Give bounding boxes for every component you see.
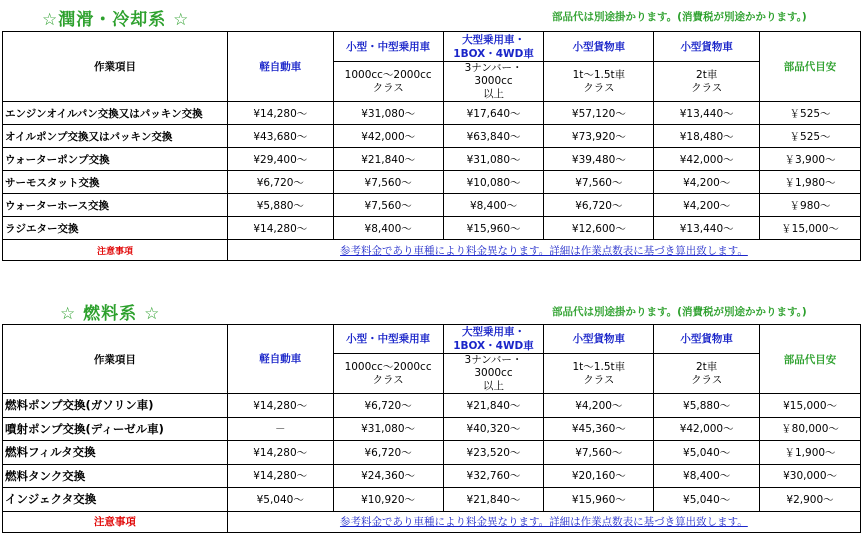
- parts-price-cell: ￥980～: [760, 194, 861, 217]
- section-note-fuel: 部品代は別途掛かります。(消費税が別途かかります。): [552, 306, 807, 318]
- work-item-cell: インジェクタ交換: [3, 488, 228, 512]
- price-cell: ¥13,440～: [654, 102, 760, 125]
- work-item-cell: サーモスタット交換: [3, 171, 228, 194]
- price-cell: ¥14,280～: [227, 441, 333, 465]
- price-cell: ¥13,440～: [654, 217, 760, 240]
- header-large-sub: 3ナンバー・3000cc 以上: [443, 62, 544, 102]
- price-cell: ¥23,520～: [443, 441, 544, 465]
- header-large-sub: 3ナンバー・3000cc 以上: [443, 354, 544, 394]
- header-cargo1: 小型貨物車: [544, 325, 654, 354]
- table-row: [3, 441, 861, 465]
- header-parts: 部品代目安: [760, 32, 861, 102]
- price-cell: ¥39,480～: [544, 148, 654, 171]
- price-cell: ¥42,000～: [654, 148, 760, 171]
- header-parts: 部品代目安: [760, 325, 861, 394]
- price-cell: ¥10,920～: [333, 488, 443, 512]
- work-item-cell: 燃料フィルタ交換: [3, 441, 228, 465]
- parts-price-cell: ¥15,000～: [760, 394, 861, 418]
- price-cell: ¥15,960～: [443, 217, 544, 240]
- header-kei: 軽自動車: [227, 325, 333, 394]
- table-row: [3, 102, 861, 125]
- table-row: [3, 464, 861, 488]
- price-cell: ¥14,280～: [227, 217, 333, 240]
- footer-reference-link[interactable]: 参考料金であり車種により料金異なります。詳細は作業点数表に基づき算出致します。: [227, 511, 860, 532]
- footer-note-label: 注意事項: [3, 511, 228, 532]
- table-row: [3, 148, 861, 171]
- price-table-fuel: [2, 324, 861, 533]
- section-note-cooling: 部品代は別途掛かります。(消費税が別途かかります。): [552, 11, 807, 23]
- price-cell: ¥6,720～: [227, 171, 333, 194]
- section-title-fuel: ☆ 燃料系 ☆: [60, 304, 161, 324]
- price-cell: ¥20,160～: [544, 464, 654, 488]
- table-row: [3, 417, 861, 441]
- work-item-cell: 噴射ポンプ交換(ディーゼル車): [3, 417, 228, 441]
- price-cell: ¥6,720～: [333, 441, 443, 465]
- price-cell: ¥40,320～: [443, 417, 544, 441]
- price-cell: ¥24,360～: [333, 464, 443, 488]
- parts-price-cell: ￥525～: [760, 102, 861, 125]
- header-cargo2-sub: 2t車 クラス: [654, 62, 760, 102]
- price-cell: ¥7,560～: [333, 194, 443, 217]
- price-cell: ¥5,040～: [654, 441, 760, 465]
- header-cargo1: 小型貨物車: [544, 32, 654, 62]
- price-cell: ¥8,400～: [654, 464, 760, 488]
- price-cell: ¥31,080～: [443, 148, 544, 171]
- work-item-cell: ウォーターホース交換: [3, 194, 228, 217]
- work-item-cell: ラジエター交換: [3, 217, 228, 240]
- price-cell: ¥45,360～: [544, 417, 654, 441]
- parts-price-cell: ￥3,900～: [760, 148, 861, 171]
- header-kei: 軽自動車: [227, 32, 333, 102]
- price-cell: ¥21,840～: [443, 394, 544, 418]
- parts-price-cell: ￥80,000～: [760, 417, 861, 441]
- table-row: [3, 217, 861, 240]
- price-cell: ¥14,280～: [227, 464, 333, 488]
- work-item-cell: ウォーターポンプ交換: [3, 148, 228, 171]
- parts-price-cell: ￥1,900～: [760, 441, 861, 465]
- price-table-cooling: [2, 31, 861, 261]
- header-item: 作業項目: [3, 32, 228, 102]
- work-item-cell: 燃料ポンプ交換(ガソリン車): [3, 394, 228, 418]
- work-item-cell: オイルポンプ交換又はパッキン交換: [3, 125, 228, 148]
- parts-price-cell: ¥2,900～: [760, 488, 861, 512]
- header-small: 小型・中型乗用車: [333, 325, 443, 354]
- price-cell: ¥14,280～: [227, 102, 333, 125]
- price-cell: ¥7,560～: [544, 171, 654, 194]
- header-small-sub: 1000cc～2000cc クラス: [333, 354, 443, 394]
- header-small: 小型・中型乗用車: [333, 32, 443, 62]
- price-cell: ¥6,720～: [544, 194, 654, 217]
- price-cell: ¥5,880～: [654, 394, 760, 418]
- price-cell: ¥21,840～: [443, 488, 544, 512]
- table-row: [3, 488, 861, 512]
- price-cell: ¥4,200～: [544, 394, 654, 418]
- section-title-cooling: ☆潤滑・冷却系 ☆: [42, 10, 190, 30]
- parts-price-cell: ￥525～: [760, 125, 861, 148]
- price-cell: ¥42,000～: [333, 125, 443, 148]
- parts-price-cell: ￥1,980～: [760, 171, 861, 194]
- price-cell: ¥32,760～: [443, 464, 544, 488]
- price-cell: ¥4,200～: [654, 194, 760, 217]
- parts-price-cell: ¥30,000～: [760, 464, 861, 488]
- footer-note-label: 注意事項: [3, 240, 228, 261]
- header-large: 大型乗用車・ 1BOX・4WD車: [443, 325, 544, 354]
- table-row: [3, 171, 861, 194]
- table-row: [3, 194, 861, 217]
- header-cargo2: 小型貨物車: [654, 32, 760, 62]
- work-item-cell: エンジンオイルパン交換又はパッキン交換: [3, 102, 228, 125]
- price-cell: ¥57,120～: [544, 102, 654, 125]
- price-cell: ¥7,560～: [544, 441, 654, 465]
- header-cargo2: 小型貨物車: [654, 325, 760, 354]
- price-cell: ¥10,080～: [443, 171, 544, 194]
- header-item: 作業項目: [3, 325, 228, 394]
- price-cell: ¥18,480～: [654, 125, 760, 148]
- header-large: 大型乗用車・ 1BOX・4WD車: [443, 32, 544, 62]
- price-cell: ¥43,680～: [227, 125, 333, 148]
- price-cell: ¥15,960～: [544, 488, 654, 512]
- price-cell: ¥14,280～: [227, 394, 333, 418]
- price-cell: ¥8,400～: [333, 217, 443, 240]
- price-cell: ¥5,040～: [227, 488, 333, 512]
- header-small-sub: 1000cc～2000cc クラス: [333, 62, 443, 102]
- price-cell: －: [227, 417, 333, 441]
- price-cell: ¥6,720～: [333, 394, 443, 418]
- footer-reference-link[interactable]: 参考料金であり車種により料金異なります。詳細は作業点数表に基づき算出致します。: [227, 240, 860, 261]
- table-row: [3, 125, 861, 148]
- price-cell: ¥5,040～: [654, 488, 760, 512]
- price-cell: ¥29,400～: [227, 148, 333, 171]
- price-cell: ¥8,400～: [443, 194, 544, 217]
- price-cell: ¥12,600～: [544, 217, 654, 240]
- price-cell: ¥63,840～: [443, 125, 544, 148]
- parts-price-cell: ￥15,000～: [760, 217, 861, 240]
- price-cell: ¥17,640～: [443, 102, 544, 125]
- price-cell: ¥42,000～: [654, 417, 760, 441]
- price-cell: ¥73,920～: [544, 125, 654, 148]
- header-cargo1-sub: 1t～1.5t車 クラス: [544, 62, 654, 102]
- table-row: [3, 394, 861, 418]
- price-cell: ¥7,560～: [333, 171, 443, 194]
- price-cell: ¥21,840～: [333, 148, 443, 171]
- price-cell: ¥4,200～: [654, 171, 760, 194]
- price-cell: ¥31,080～: [333, 417, 443, 441]
- price-cell: ¥5,880～: [227, 194, 333, 217]
- work-item-cell: 燃料タンク交換: [3, 464, 228, 488]
- price-cell: ¥31,080～: [333, 102, 443, 125]
- header-cargo1-sub: 1t～1.5t車 クラス: [544, 354, 654, 394]
- header-cargo2-sub: 2t車 クラス: [654, 354, 760, 394]
